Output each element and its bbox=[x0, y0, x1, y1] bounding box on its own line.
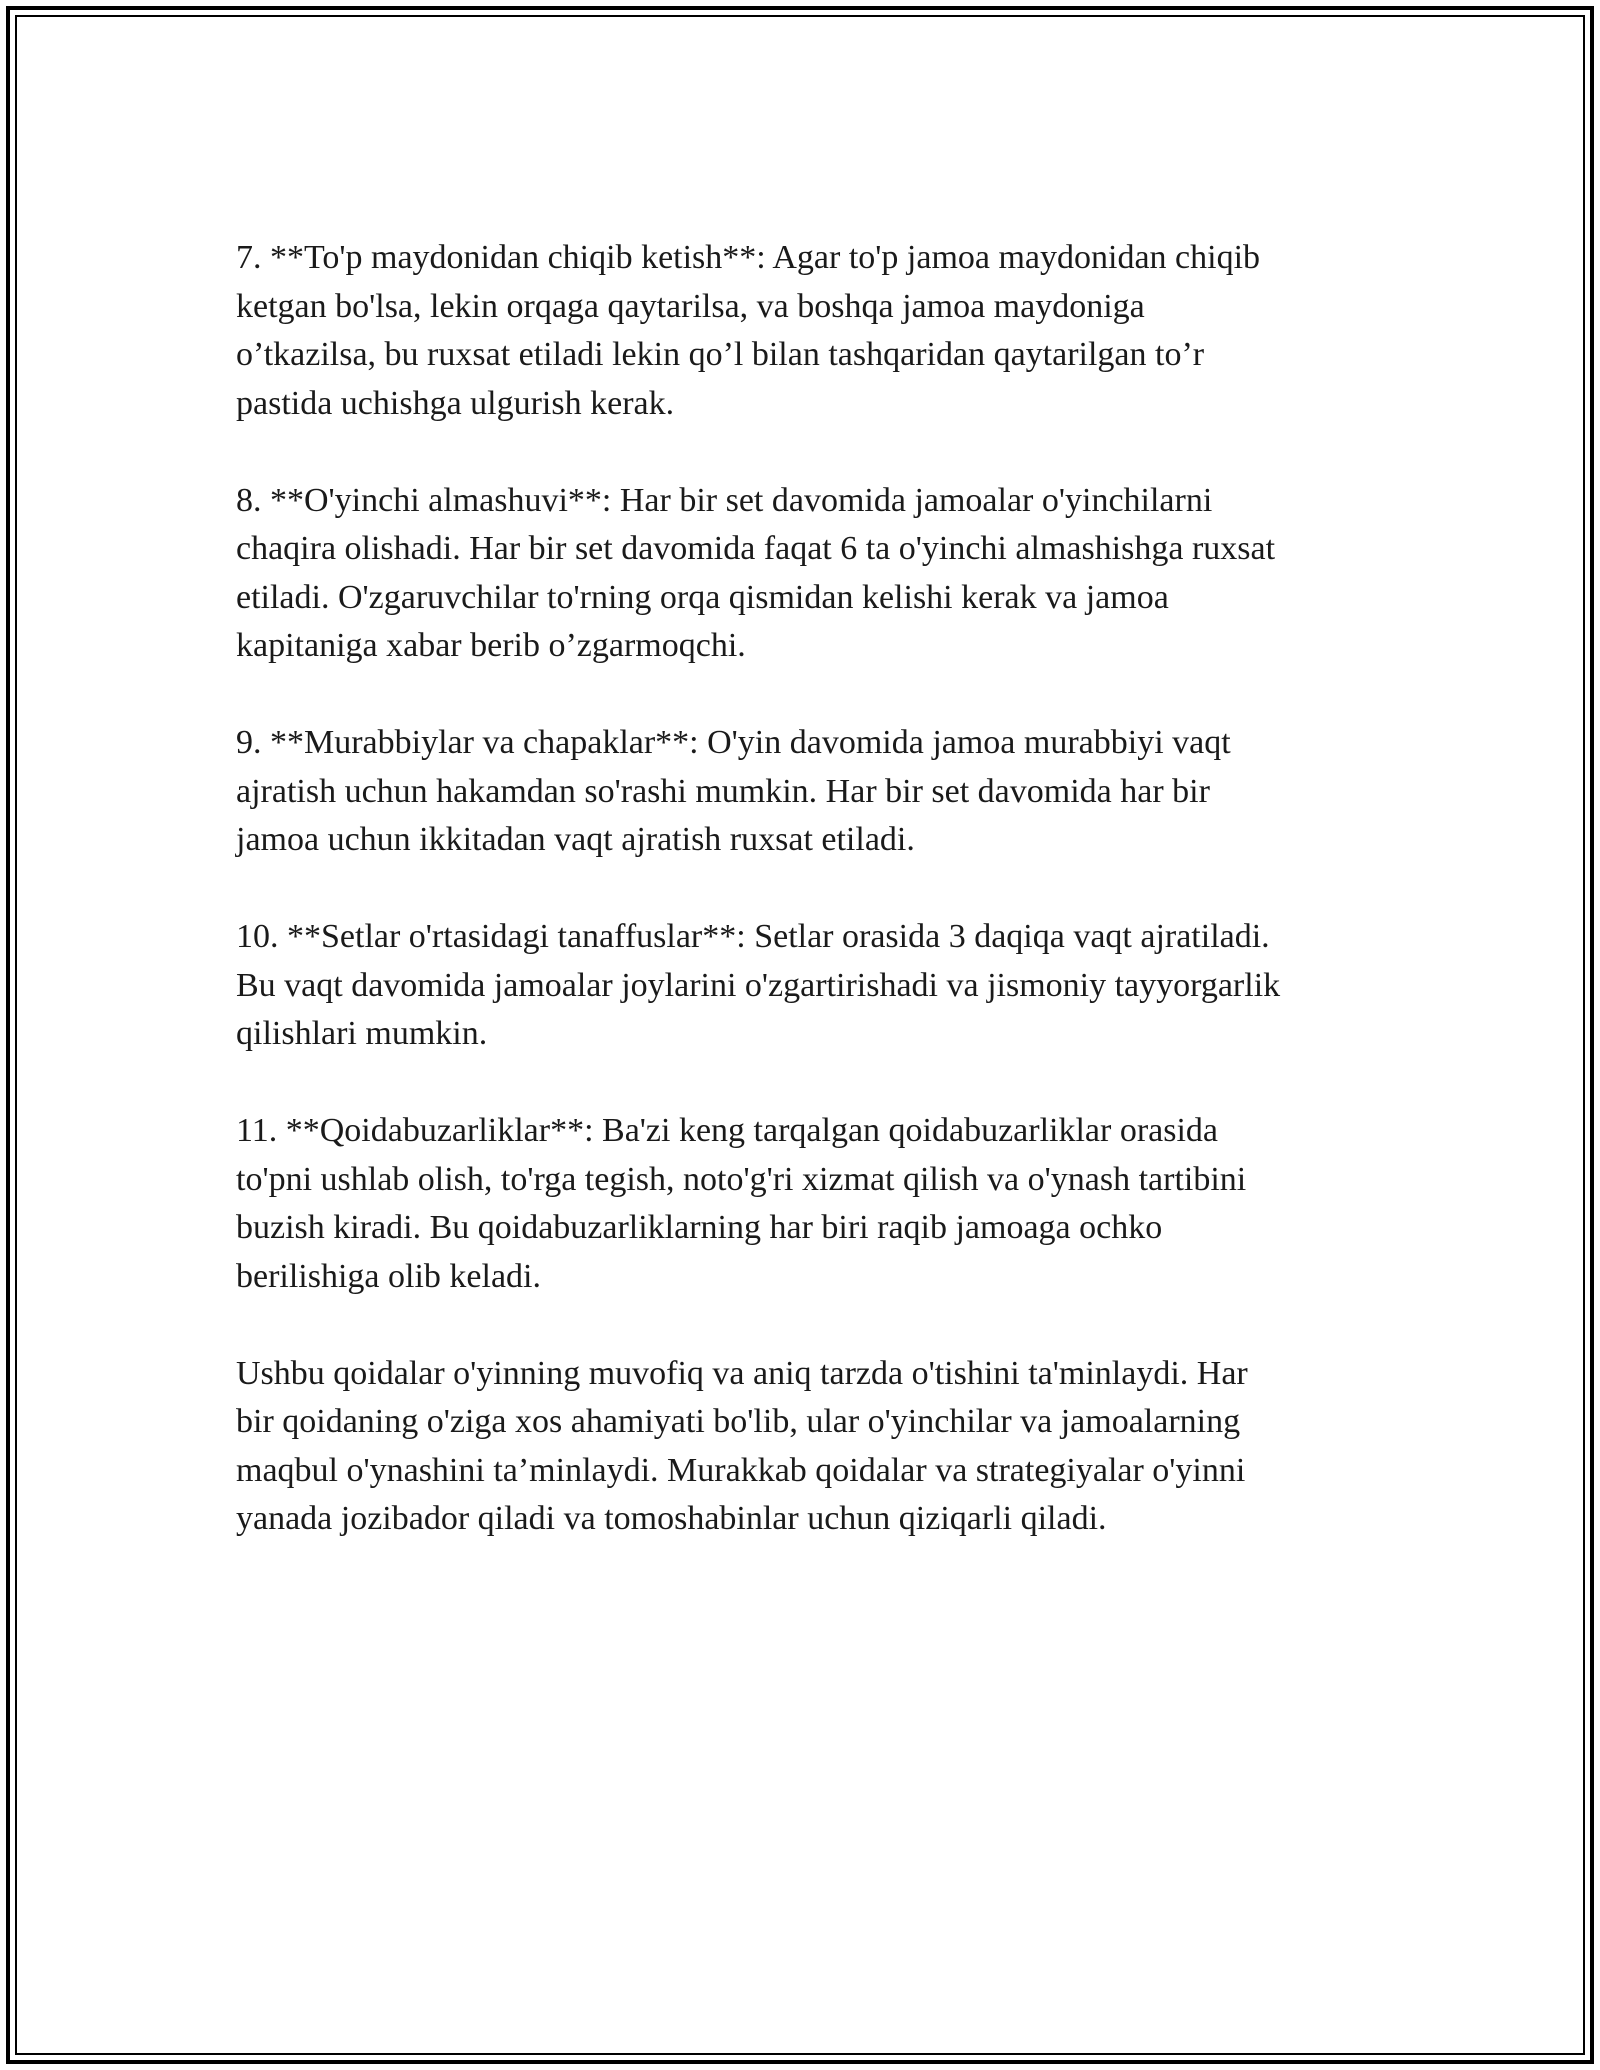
conclusion-paragraph: Ushbu qoidalar o'yinning muvofiq va aniq tarzda o'tishini ta'minlaydi. Har bir qoidaning o'ziga xos ahamiyati bo'lib, ular o'yinchilar va jamoalarning maqbul o'ynashini ta’minlaydi. Murakkab qoidalar va strategiyalar o'yinni yanada jozibador qiladi va tomoshabinlar uchun qiziqarli qiladi. bbox=[236, 1354, 1248, 1537]
rule-10-paragraph: 10. **Setlar o'rtasidagi tanaffuslar**: Setlar orasida 3 daqiqa vaqt ajratiladi. Bu vaqt davomida jamoalar joylarini o'zgartirishadi va jismoniy tayyorgarlik qilishlari mumkin. bbox=[236, 918, 1281, 1052]
document-body bbox=[236, 234, 1386, 1592]
rule-7-paragraph: 7. **To'p maydonidan chiqib ketish**: Agar to'p jamoa maydonidan chiqib ketgan bo'lsa, lekin orqaga qaytarilsa, va boshqa jamoa maydoniga o’tkazilsa, bu ruxsat etiladi lekin qo’l bilan tashqaridan qaytarilgan to’r pastida uchishga ulgurish kerak. bbox=[236, 239, 1261, 422]
rule-9-paragraph: 9. **Murabbiylar va chapaklar**: O'yin davomida jamoa murabbiyi vaqt ajratish uchun hakamdan so'rashi mumkin. Har bir set davomida har bir jamoa uchun ikkitadan vaqt ajratish ruxsat etiladi. bbox=[236, 724, 1231, 858]
rule-11-paragraph: 11. **Qoidabuzarliklar**: Ba'zi keng tarqalgan qoidabuzarliklar orasida to'pni ushlab olish, to'rga tegish, noto'g'ri xizmat qilish va o'ynash tartibini buzish kiradi. Bu qoidabuzarliklarning har biri raqib jamoaga ochko berilishiga olib keladi. bbox=[236, 1112, 1247, 1295]
rule-8-paragraph: 8. **O'yinchi almashuvi**: Har bir set davomida jamoalar o'yinchilarni chaqira olishadi. Har bir set davomida faqat 6 ta o'yinchi almashishga ruxsat etiladi. O'zgaruvchilar to'rning orqa qismidan kelishi kerak va jamoa kapitaniga xabar berib o’zgarmoqchi. bbox=[236, 481, 1276, 664]
